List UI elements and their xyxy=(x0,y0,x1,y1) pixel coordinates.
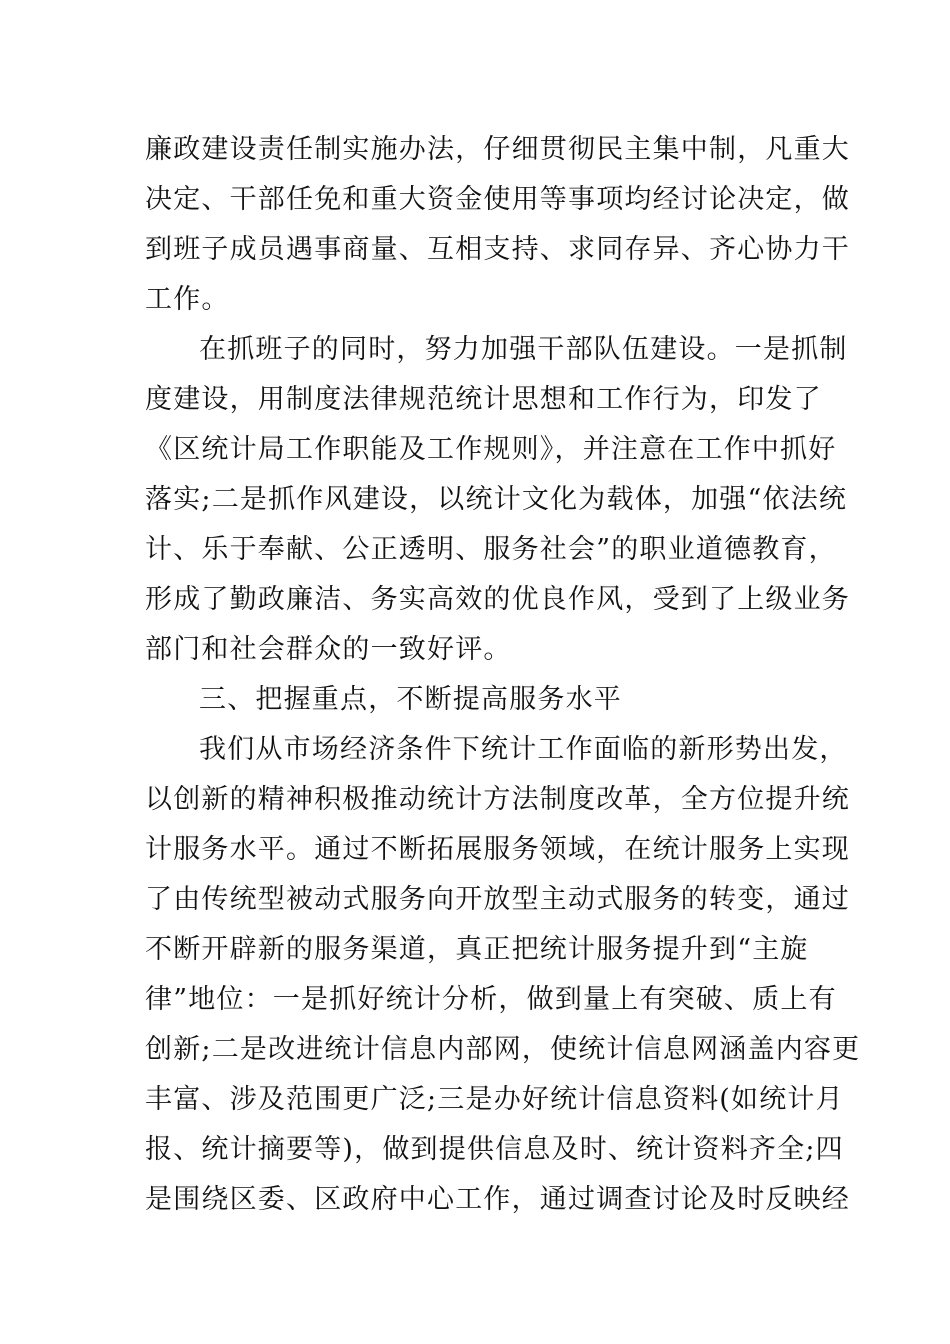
text-line: 廉政建设责任制实施办法，仔细贯彻民主集中制，凡重大 xyxy=(145,134,850,165)
text-line: 《区统计局工作职能及工作规则》，并注意在工作中抓好 xyxy=(145,434,837,465)
text-line: 报、统计摘要等)，做到提供信息及时、统计资料齐全;四 xyxy=(145,1134,844,1165)
paragraph-first-line: 我们从市场经济条件下统计工作面临的新形势出发， xyxy=(199,734,848,765)
text-line: 创新;二是改进统计信息内部网，使统计信息网涵盖内容更 xyxy=(145,1034,861,1065)
section-heading: 三、把握重点，不断提高服务水平 xyxy=(199,684,622,715)
text-line: 落实;二是抓作风建设，以统计文化为载体，加强“依法统 xyxy=(145,484,848,515)
text-line: 是围绕区委、区政府中心工作，通过调查讨论及时反映经 xyxy=(145,1184,850,1215)
text-line: 不断开辟新的服务渠道，真正把统计服务提升到“主旋 xyxy=(145,934,809,965)
text-line: 了由传统型被动式服务向开放型主动式服务的转变，通过 xyxy=(145,884,850,915)
text-line: 工作。 xyxy=(145,284,230,315)
text-line: 律”地位：一是抓好统计分析，做到量上有突破、质上有 xyxy=(145,984,837,1015)
text-line: 形成了勤政廉洁、务实高效的优良作风，受到了上级业务 xyxy=(145,584,850,615)
text-line: 以创新的精神积极推动统计方法制度改革，全方位提升统 xyxy=(145,784,850,815)
text-line: 部门和社会群众的一致好评。 xyxy=(145,634,512,665)
text-line: 丰富、涉及范围更广泛;三是办好统计信息资料(如统计月 xyxy=(145,1084,844,1115)
paragraph-first-line: 在抓班子的同时，努力加强干部队伍建设。一是抓制 xyxy=(199,334,848,365)
text-line: 计、乐于奉献、公正透明、服务社会”的职业道德教育， xyxy=(145,534,837,565)
text-line: 决定、干部任免和重大资金使用等事项均经讨论决定，做 xyxy=(145,184,850,215)
text-line: 计服务水平。通过不断拓展服务领域，在统计服务上实现 xyxy=(145,834,850,865)
text-line: 度建设，用制度法律规范统计思想和工作行为，印发了 xyxy=(145,384,822,415)
text-line: 到班子成员遇事商量、互相支持、求同存异、齐心协力干 xyxy=(145,234,850,265)
